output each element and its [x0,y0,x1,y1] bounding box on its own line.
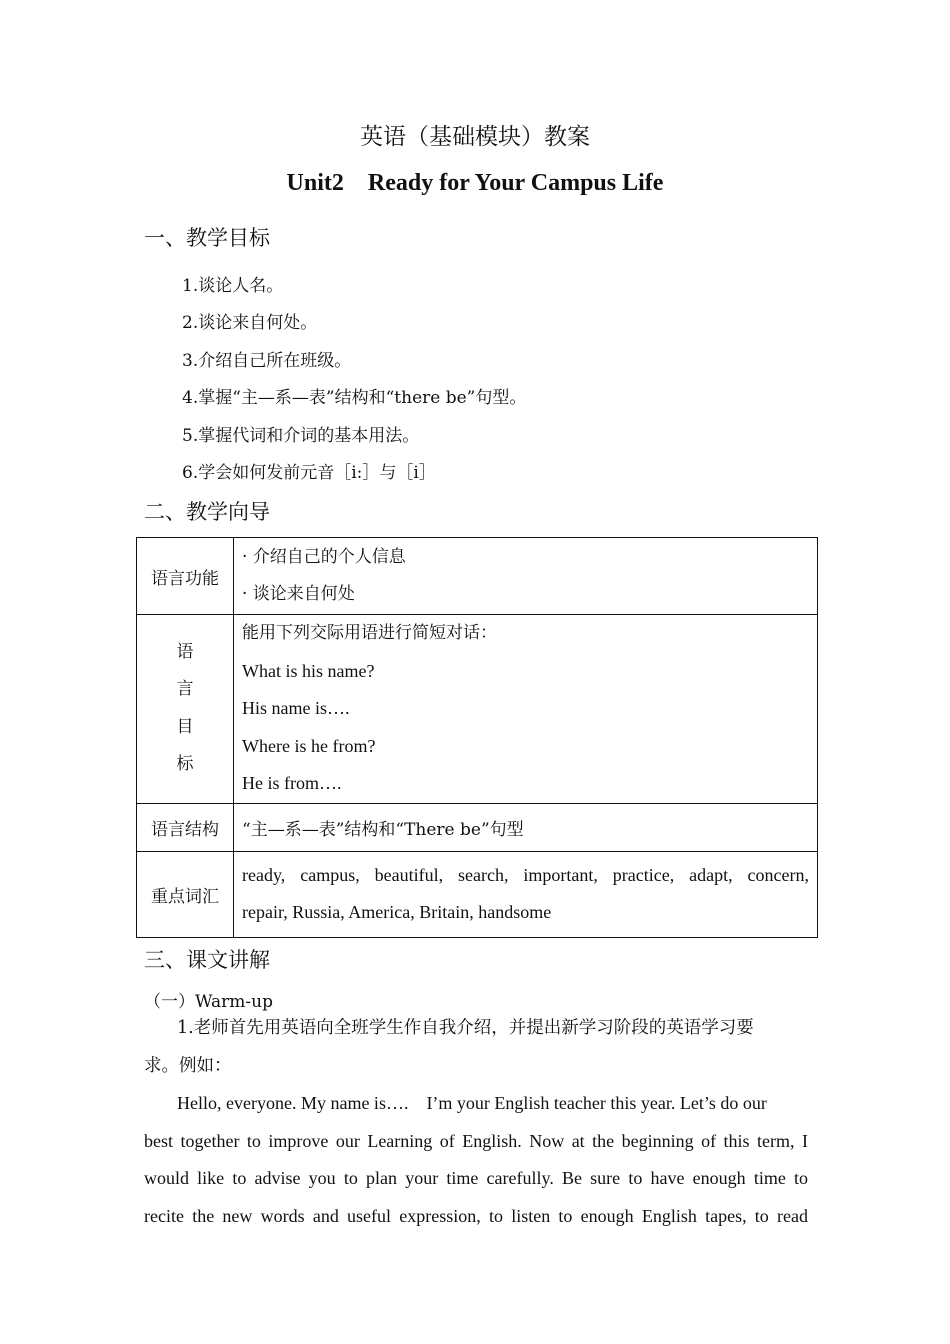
row-label: 语言功能 [137,538,234,615]
row-content [234,615,818,804]
row-label: 重点词汇 [137,851,234,937]
paragraph-line: would like to advise you to plan your time carefully. Be sure to have enough time to [144,1168,808,1188]
paragraph-line: 求。例如： [144,1055,232,1076]
table-row [137,851,818,937]
table-row [137,538,818,615]
dialogue-line: What is his name? [242,660,375,681]
paragraph-line: Hello, everyone. My name is…. I’m your English teacher this year. Let’s do our [177,1093,767,1113]
objective-item: 6.学会如何发前元音［i:］与［i］ [182,463,436,483]
row-content: “主—系—表”结构和“There be”句型 [234,803,818,851]
label-char: 言 [176,679,194,700]
document-title: 英语（基础模块）教案 [360,124,590,150]
dialogue-line: Where is he from? [242,735,376,756]
vocab-line: ready, campus, beautiful, search, important, practice, adapt, concern, [242,864,809,885]
list-item: · 介绍自己的个人信息 [242,546,406,567]
label-char: 标 [176,754,194,775]
row-content [234,538,818,615]
objective-item: 3.介绍自己所在班级。 [182,351,352,371]
list-item: · 谈论来自何处 [242,584,355,604]
row-content [234,851,818,937]
paragraph-line: best together to improve our Learning of English. Now at the beginning of this term, I [144,1130,808,1151]
paragraph [144,1010,808,1085]
dialogue-line: His name is…. [242,698,350,718]
paragraph-line: 1.老师首先用英语向全班学生作自我介绍，并提出新学习阶段的英语学习要 [177,1018,754,1038]
section-heading-text: 三、课文讲解 [144,948,270,972]
unit-title: Unit2 Ready for Your Campus Life [286,170,664,196]
table-row [137,803,818,851]
subsection-heading: （一）Warm-up [144,992,273,1012]
paragraph-line: recite the new words and useful expression, to listen to enough English tapes, to read [144,1205,808,1226]
teaching-guide-table [136,537,818,938]
objective-item: 1.谈论人名。 [182,276,284,296]
objective-item: 4.掌握“主—系—表”结构和“there be”句型。 [182,388,527,408]
row-label-vertical [137,615,234,804]
table-row [137,615,818,804]
label-char: 目 [176,716,194,737]
objective-item: 2.谈论来自何处。 [182,313,318,333]
section-heading-guide: 二、教学向导 [144,500,270,524]
label-char: 语 [176,641,194,662]
dialogue-line: He is from…. [242,773,342,793]
vocab-line: repair, Russia, America, Britain, handsome [242,902,552,922]
section-heading-objectives: 一、教学目标 [144,226,270,250]
row-label: 语言结构 [137,803,234,851]
dialogue-line: 能用下列交际用语进行简短对话： [242,623,497,643]
objective-item: 5.掌握代词和介词的基本用法。 [182,426,420,446]
paragraph [144,1085,808,1235]
